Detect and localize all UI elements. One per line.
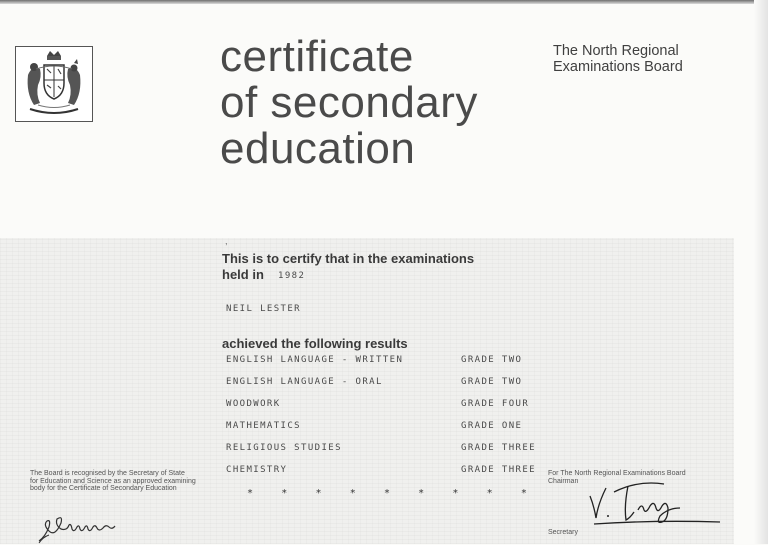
result-row [226,377,546,399]
title-line-1: certificate [220,32,414,81]
result-subject: CHEMISTRY [226,465,288,475]
candidate-name: NEIL LESTER [226,304,302,314]
star-mark: * [520,488,527,499]
result-subject: MATHEMATICS [226,421,302,431]
result-grade: GRADE FOUR [461,399,530,409]
star-mark: * [349,488,356,499]
exam-year: 1982 [278,271,306,281]
footnote-line: for Education and Science as an approved examining [30,477,196,485]
recognition-footnote [30,470,196,493]
board-name-line-1: The North Regional [553,43,679,59]
paper-top-edge [0,0,768,4]
results-list [226,355,546,487]
star-mark: * [281,488,288,499]
signature-right [588,478,723,530]
ink-mark: , [225,236,228,246]
coat-of-arms-icon [16,47,92,121]
result-row [226,421,546,443]
result-grade: GRADE TWO [461,355,523,365]
result-grade: GRADE ONE [461,421,523,431]
result-subject: ENGLISH LANGUAGE - ORAL [226,377,383,387]
result-grade: GRADE THREE [461,443,537,453]
result-subject: RELIGIOUS STUDIES [226,443,342,453]
star-mark: * [452,488,459,499]
results-heading: achieved the following results [222,336,408,351]
star-mark: * [418,488,425,499]
paper-right-edge [754,0,768,544]
royal-coat-of-arms-emblem [15,46,93,122]
result-grade: GRADE TWO [461,377,523,387]
footnote-line: The Board is recognised by the Secretary of State [30,470,185,477]
title-line-2: of secondary [220,78,478,127]
certify-line-1: This is to certify that in the examinations [222,251,475,266]
star-mark: * [315,488,322,499]
chairman-line: For The North Regional Examinations Board [548,470,686,477]
result-row [226,465,546,487]
title-line-3: education [220,124,416,173]
board-name-line-2: Examinations Board [553,59,683,75]
star-mark: * [247,488,254,499]
result-row [226,399,546,421]
star-mark: * [383,488,390,499]
result-row [226,443,546,465]
result-row [226,355,546,377]
star-mark: * [486,488,493,499]
chairman-line: Chairman [548,477,579,485]
result-subject: ENGLISH LANGUAGE - WRITTEN [226,355,404,365]
signature-left [35,505,150,545]
result-subject: WOODWORK [226,399,281,409]
result-grade: GRADE THREE [461,465,537,475]
certify-line-2: held in [222,267,264,282]
secretary-label: Secretary [548,529,578,536]
board-name [553,43,683,75]
certificate-title [220,34,478,172]
certify-statement [222,251,474,283]
results-end-stars [247,488,527,499]
footnote-line: body for the Certificate of Secondary Education [30,485,177,492]
